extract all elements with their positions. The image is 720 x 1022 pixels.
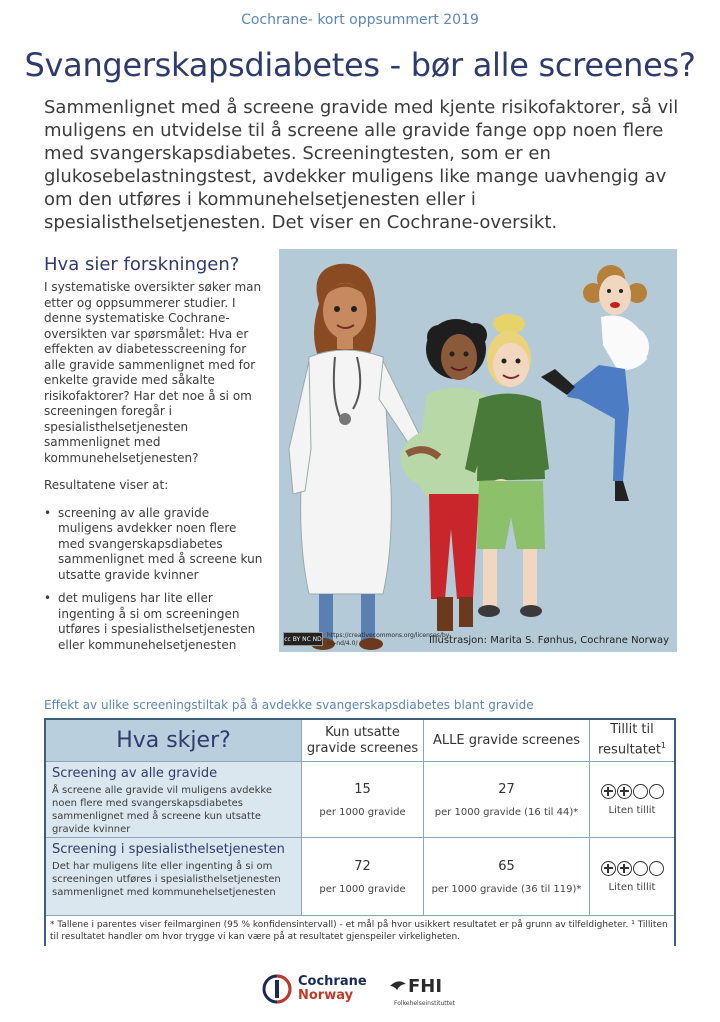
value-unit: per 1000 gravide [319,806,406,818]
license-link[interactable]: https://creativecommons.org/licenses/by-nc-nd/4.0/ [327,632,452,647]
header-label: Hva skjer? [116,728,231,753]
row-all-value [424,838,590,916]
results-table [44,718,676,946]
row-text: Å screene alle gravide vil muligens avdekke noen flere med svangerskapsdiabetes sammenlignet med å screene kun utsatte gravide kvinner [52,785,273,835]
fhi-emblem-icon [388,978,408,998]
certainty-plus-icon [617,784,632,799]
table-caption: Effekt av ulike screeningstiltak på å avdekke svangerskapsdiabetes blant gravide [44,698,534,712]
research-intro: I systematiske oversikter søker man etter og oppsummerer studier. I denne systematiske Cochrane-oversikten var spørsmålet: Hva er effekten av diabetesscreening for alle gravide sammenlignet med for enkelte gravide med såkalte risikofaktorer? Har det noe å si om screeningen foregår i spesialisthelsetjenesten sammenlignet med kommunehelsetjenesten? [44,280,262,465]
row-risk-value [302,838,424,916]
header-cell-what [46,720,302,762]
value-number: 15 [354,781,371,797]
illustration-credit: Illustrasjon: Marita S. Fønhus, Cochrane Norway [428,635,669,646]
certainty-plus-icon [617,861,632,876]
certainty-empty-icon [649,784,664,799]
doctor-figure [289,264,419,650]
lead-paragraph: Sammenlignet med å screene gravide med kjente risikofaktorer, så vil muligens en utvidelse til å screene alle gravide fange opp noen flere med svangerskapsdiabetes. Screeningtesten, som er en glukosebelastningstest, avdekker muligens like mange uavhengig av om den utføres i kommunehelsetjenesten eller i spesialisthelsetjenesten. Det viser en Cochrane-oversikt. [44,97,679,233]
value-unit: per 1000 gravide (16 til 44)* [434,806,579,818]
row-text: Det har muligens lite eller ingenting å si om screeningen utføres i spesialisthelsetjenesten sammenlignet med kommunehelsetjenesten [52,861,281,898]
row-all-value [424,762,590,838]
certainty-plus-icon [601,784,616,799]
header-cell-certainty [590,720,674,762]
result-item: • screening av alle gravide muligens avdekker noen flere med svangerskapsdiabetes sammenlignet med å screene kun utsatte gravide kvinner [44,506,266,584]
certainty-label: Liten tillit [608,804,656,816]
certainty-rating [601,784,664,799]
header-label: Tillit til resultatet$^1$ [597,722,667,758]
cochrane-region: Norway [298,988,354,1003]
row-title: Screening av alle gravide [52,766,218,781]
kicker: Cochrane- kort oppsummert 2019 [241,12,479,28]
certainty-empty-icon [633,784,648,799]
value-number: 72 [354,858,371,874]
row-risk-value [302,762,424,838]
certainty-rating [601,861,664,876]
results-intro: Resultatene viser at: [44,478,169,492]
page-title: Svangerskapsdiabetes - bør alle screenes? [24,46,696,84]
value-number: 27 [498,781,515,797]
fhi-subtitle: Folkehelseinstituttet [394,1000,456,1007]
result-item: • det muligens har lite eller ingenting å si om screeningen utføres i spesialisthelsetjenesten eller kommunehelsetjenesten [44,591,266,653]
value-unit: per 1000 gravide (36 til 119)* [431,883,582,895]
table-row [46,838,302,916]
certainty-empty-icon [649,861,664,876]
results-list [44,506,266,654]
value-unit: per 1000 gravide [319,883,406,895]
header-label: Kun utsatte gravide screenes [306,724,419,756]
cochrane-emblem-icon [262,974,292,1004]
table-footnote: * Tallene i parentes viser feilmarginen (95 % konfidensintervall) - et mål på hvor usikkert resultatet er på grunn av tilfeldigheter. ¹ Tilliten til resultatet handler om hvor trygge vi kan være på at resultatet gjenspeiler virkeligheten. [46,916,674,946]
certainty-empty-icon [633,861,648,876]
certainty-plus-icon [601,861,616,876]
fhi-name: FHI [408,976,443,997]
header-cell-risk [302,720,424,762]
research-heading: Hva sier forskningen? [44,254,240,275]
research-section [44,280,266,661]
table-row [46,762,302,838]
row-certainty [590,838,674,916]
women-illustration [279,249,677,652]
cochrane-name: Cochrane [298,974,367,989]
row-title: Screening i spesialisthelsetjenesten [52,842,285,857]
dancing-woman-figure [541,265,649,501]
cochrane-logo [262,974,367,1004]
value-number: 65 [498,858,515,874]
header-label: ALLE gravide screenes [433,732,580,748]
row-certainty [590,762,674,838]
cc-license-badge: cc BY NC ND [283,632,323,646]
certainty-label: Liten tillit [608,881,656,893]
illustration [279,249,677,652]
logo-bar [0,972,720,1012]
header-cell-all [424,720,590,762]
